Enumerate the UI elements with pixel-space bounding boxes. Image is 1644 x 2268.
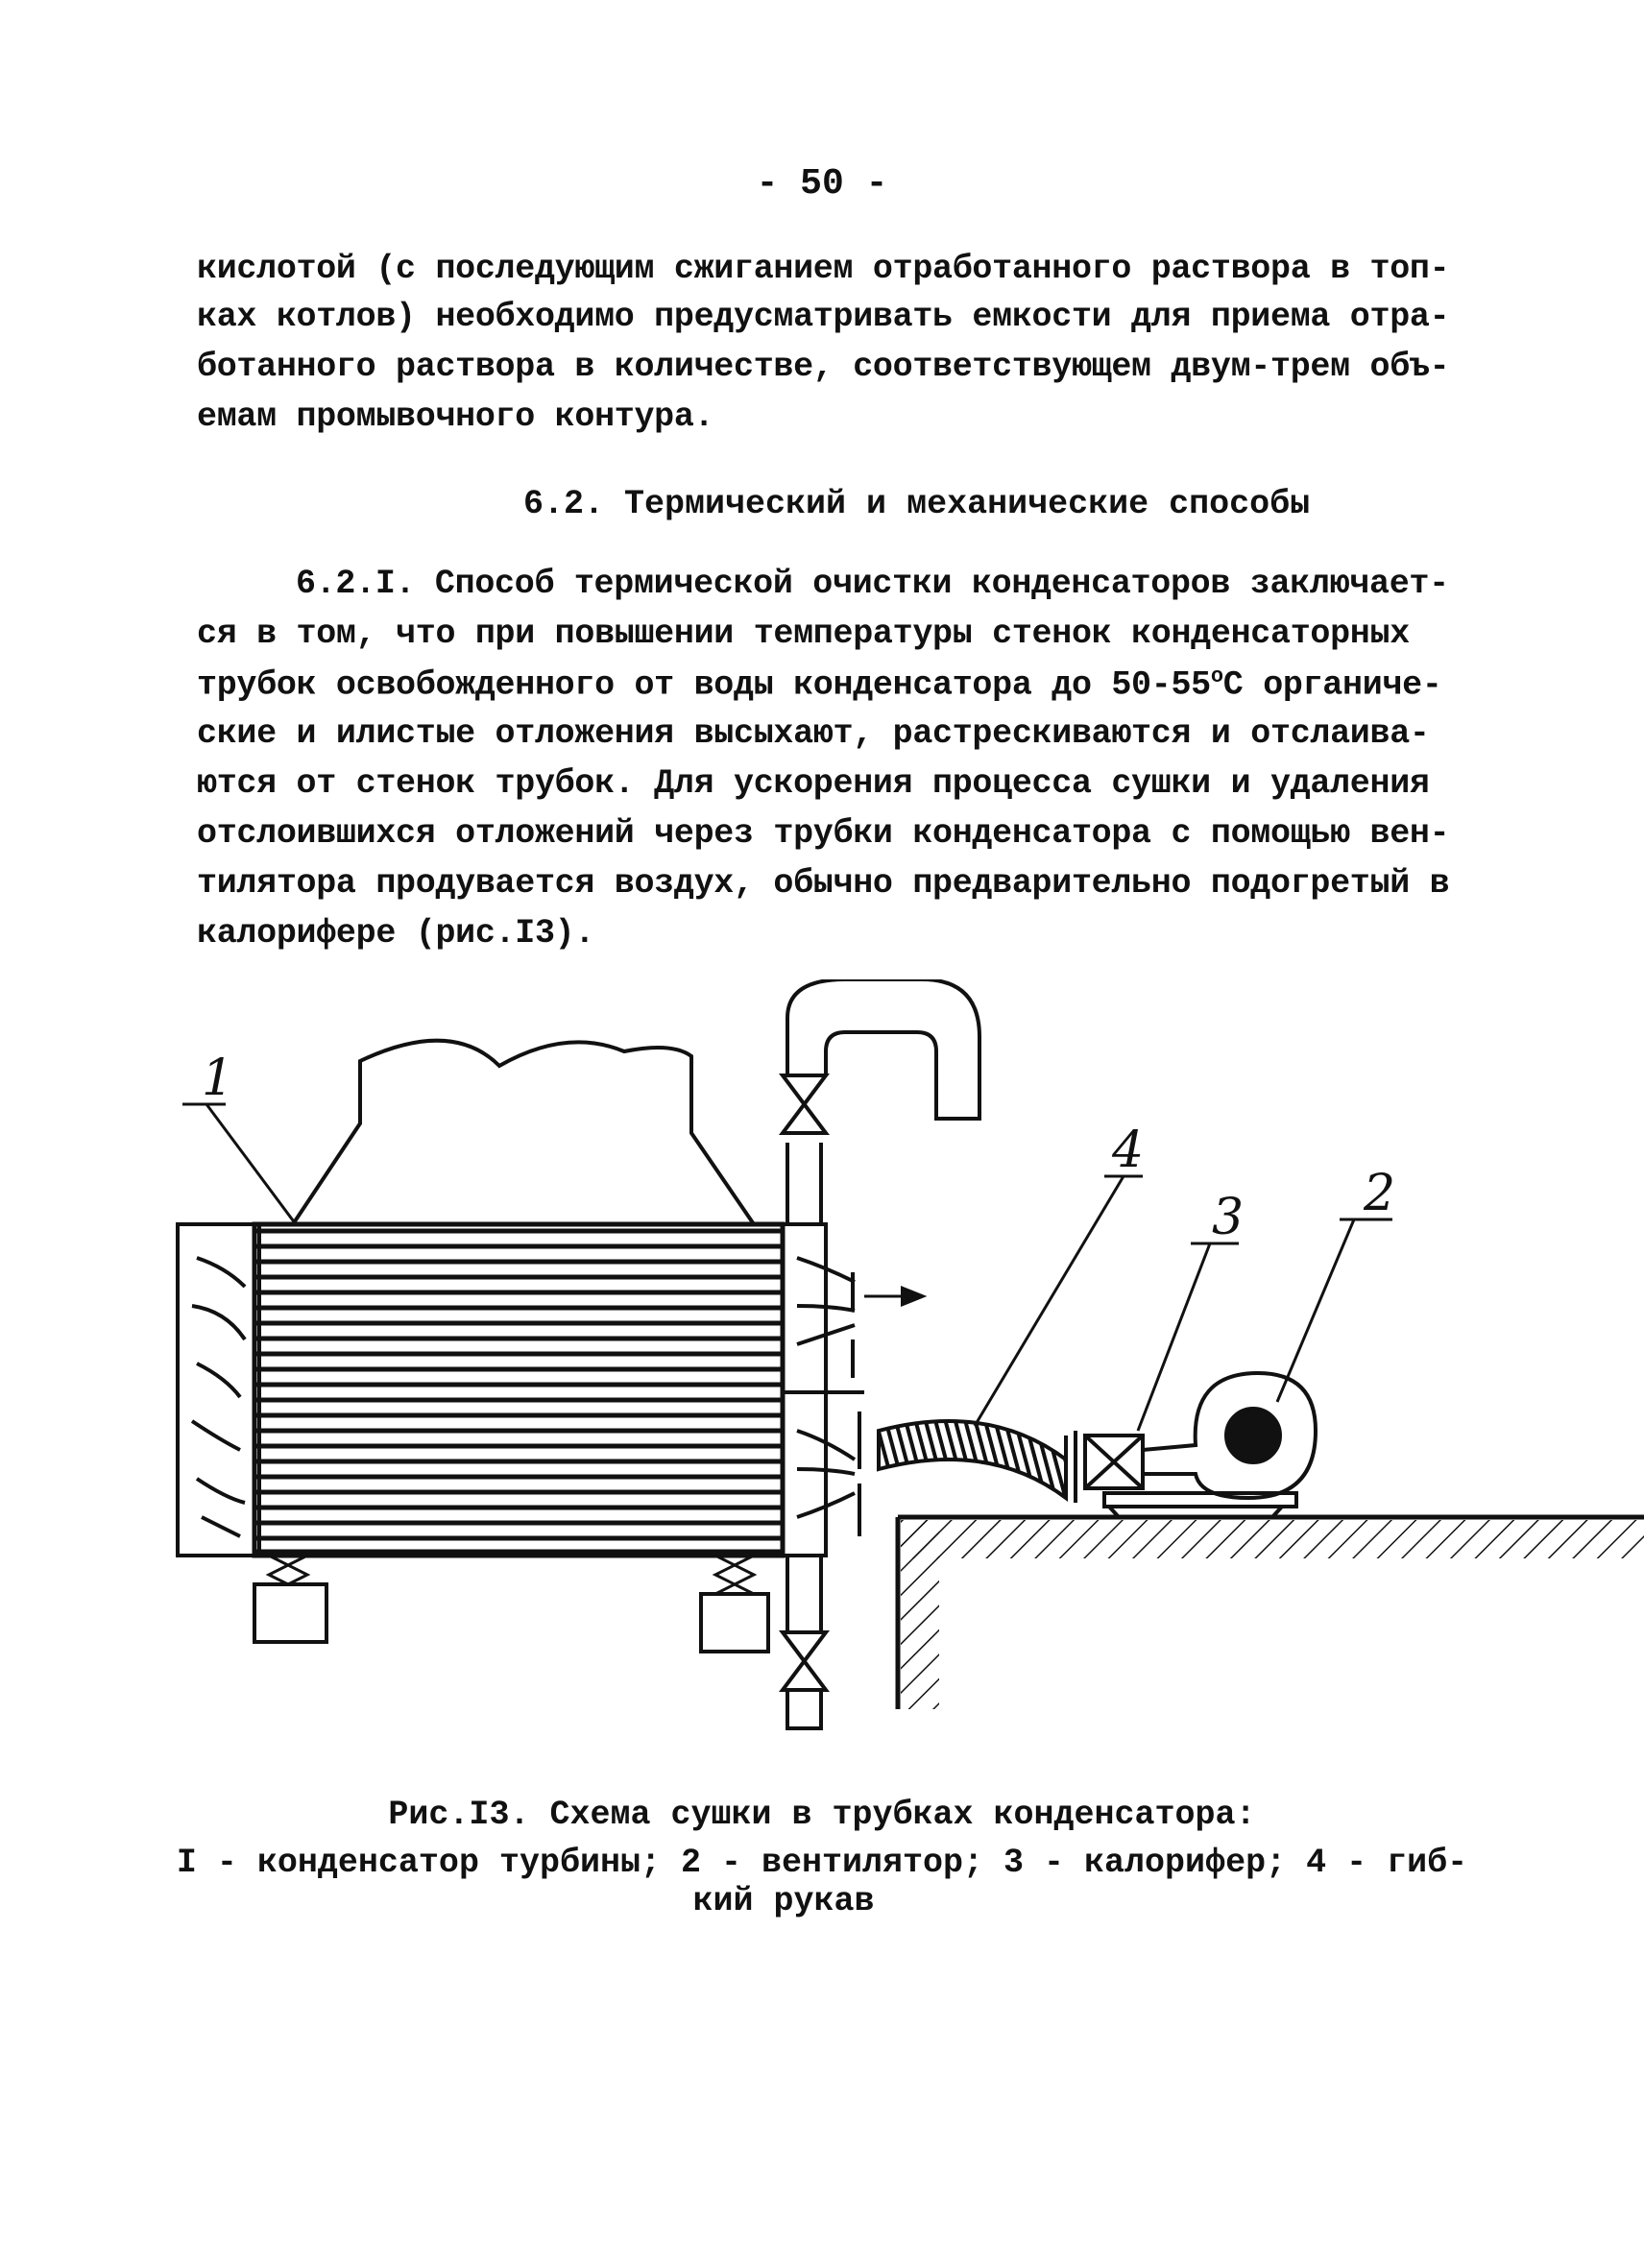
text-line: калорифере (рис.I3). — [197, 914, 595, 953]
page-number: - 50 - — [756, 163, 888, 205]
text-line: ются от стенок трубок. Для ускорения процесса сушки и удаления — [197, 764, 1430, 803]
condenser — [178, 1041, 783, 1652]
caption-title: Рис.I3. Схема сушки в трубках конденсатора: — [388, 1796, 1256, 1834]
top-pipe-with-valve — [783, 979, 979, 1224]
text-line: кислотой (с последующим сжиганием отработанного раствора в топ- — [197, 250, 1450, 288]
flexible-hose — [879, 1421, 1076, 1503]
base-and-ground — [898, 1493, 1644, 1709]
section-heading: 6.2. Термический и механические способы — [523, 485, 1311, 523]
label-4: 4 — [1112, 1122, 1145, 1179]
text-line: ках котлов) необходимо предусматривать емкости для приема отра- — [197, 298, 1450, 336]
label-2: 2 — [1364, 1165, 1396, 1222]
text-line: 6.2.I. Способ термической очистки конденсаторов заключает- — [296, 565, 1449, 603]
text-line: тилятора продувается воздух, обычно предварительно подогретый в — [197, 864, 1450, 903]
condenser-neck — [293, 1041, 754, 1224]
text-line: ботанного раствора в количестве, соответствующем двум-трем объ- — [197, 348, 1450, 386]
label-3: 3 — [1212, 1189, 1245, 1246]
flow-arrows-left — [192, 1258, 245, 1536]
spring-support-left — [254, 1556, 326, 1642]
text-line: ся в том, что при повышении температуры стенок конденсаторных — [197, 615, 1410, 653]
drying-scheme-figure — [0, 979, 1644, 1776]
text-run: С органиче- — [1222, 665, 1442, 705]
caption-legend-cont: кий рукав — [692, 1882, 875, 1920]
degree-sign: o — [1210, 664, 1223, 688]
text-line: емам промывочного контура. — [197, 398, 714, 436]
text-run: трубок освобожденного от воды конденсатора до 50-55 — [197, 665, 1211, 705]
water-box-right — [783, 1224, 922, 1556]
caption-legend: I - конденсатор турбины; 2 - вентилятор; 3 - калорифер; 4 - гиб- — [176, 1844, 1468, 1882]
spring-support-right — [701, 1556, 768, 1652]
label-1: 1 — [202, 1050, 234, 1107]
text-line: отслоившихся отложений через трубки конденсатора с помощью вен- — [197, 814, 1450, 853]
condenser-tubes — [254, 1231, 783, 1552]
fan — [1143, 1373, 1316, 1498]
bottom-pipe-with-valve — [783, 1556, 826, 1728]
text-line — [197, 664, 1442, 705]
text-line: ские и илистые отложения высыхают, растрескиваются и отслаива- — [197, 714, 1430, 753]
calorifer — [1085, 1436, 1143, 1488]
